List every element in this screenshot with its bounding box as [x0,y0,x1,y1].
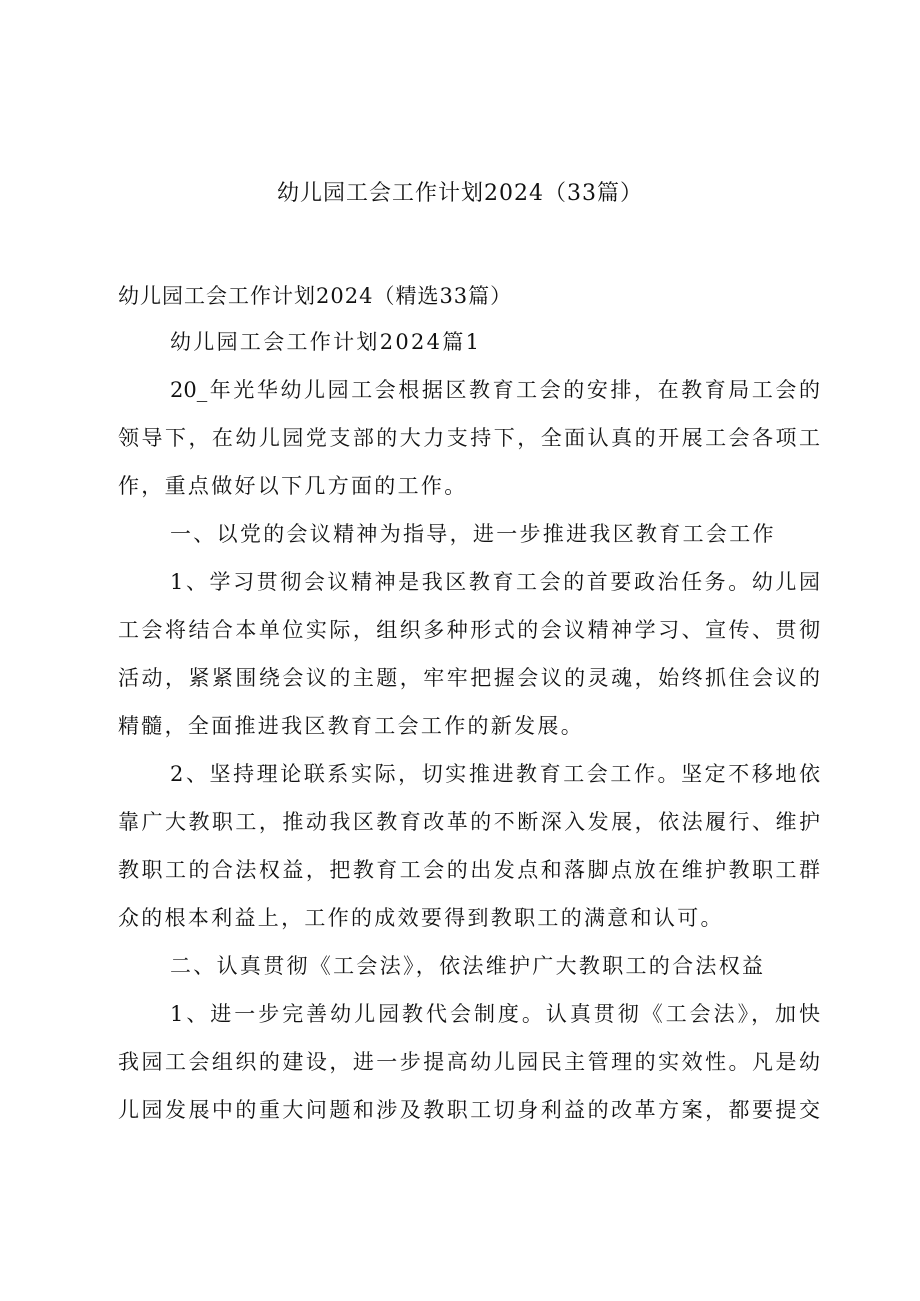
paragraph-line: 作，重点做好以下几方面的工作。 [118,474,468,498]
paragraph-line: 活动，紧紧围绕会议的主题，牢牢把握会议的灵魂，始终抓住会议的 [118,666,820,690]
paragraph-line: 20_年光华幼儿园工会根据区教育工会的安排，在教育局工会的 [170,378,820,402]
document-title: 幼儿园工会工作计划2024（33篇） [277,181,643,206]
paragraph-line: 领导下，在幼儿园党支部的大力支持下，全面认真的开展工会各项工 [118,426,820,450]
paragraph-line: 2、坚持理论联系实际，切实推进教育工会工作。坚定不移地依 [170,762,820,786]
section-heading: 幼儿园工会工作计划2024篇1 [170,330,482,354]
paragraph-line: 儿园发展中的重大问题和涉及教职工切身利益的改革方案，都要提交 [118,1098,820,1122]
paragraph-line: 我园工会组织的建设，进一步提高幼儿园民主管理的实效性。凡是幼 [118,1050,820,1074]
paragraph-line: 靠广大教职工，推动我区教育改革的不断深入发展，依法履行、维护 [118,810,820,834]
paragraph-line: 1、进一步完善幼儿园教代会制度。认真贯彻《工会法》，加快 [170,1002,820,1026]
paragraph-line: 众的根本利益上，工作的成效要得到教职工的满意和认可。 [118,906,724,930]
section-heading: 二、认真贯彻《工会法》，依法维护广大教职工的合法权益 [170,954,766,978]
paragraph-line: 教职工的合法权益，把教育工会的出发点和落脚点放在维护教职工群 [118,858,820,882]
paragraph-line: 精髓，全面推进我区教育工会工作的新发展。 [118,714,584,738]
document-subtitle: 幼儿园工会工作计划2024（精选33篇） [118,284,513,308]
paragraph-line: 工会将结合本单位实际，组织多种形式的会议精神学习、宣传、贯彻 [118,618,820,642]
paragraph-line: 1、学习贯彻会议精神是我区教育工会的首要政治任务。幼儿园 [170,570,820,594]
section-heading: 一、以党的会议精神为指导，进一步推进我区教育工会工作 [170,522,776,546]
